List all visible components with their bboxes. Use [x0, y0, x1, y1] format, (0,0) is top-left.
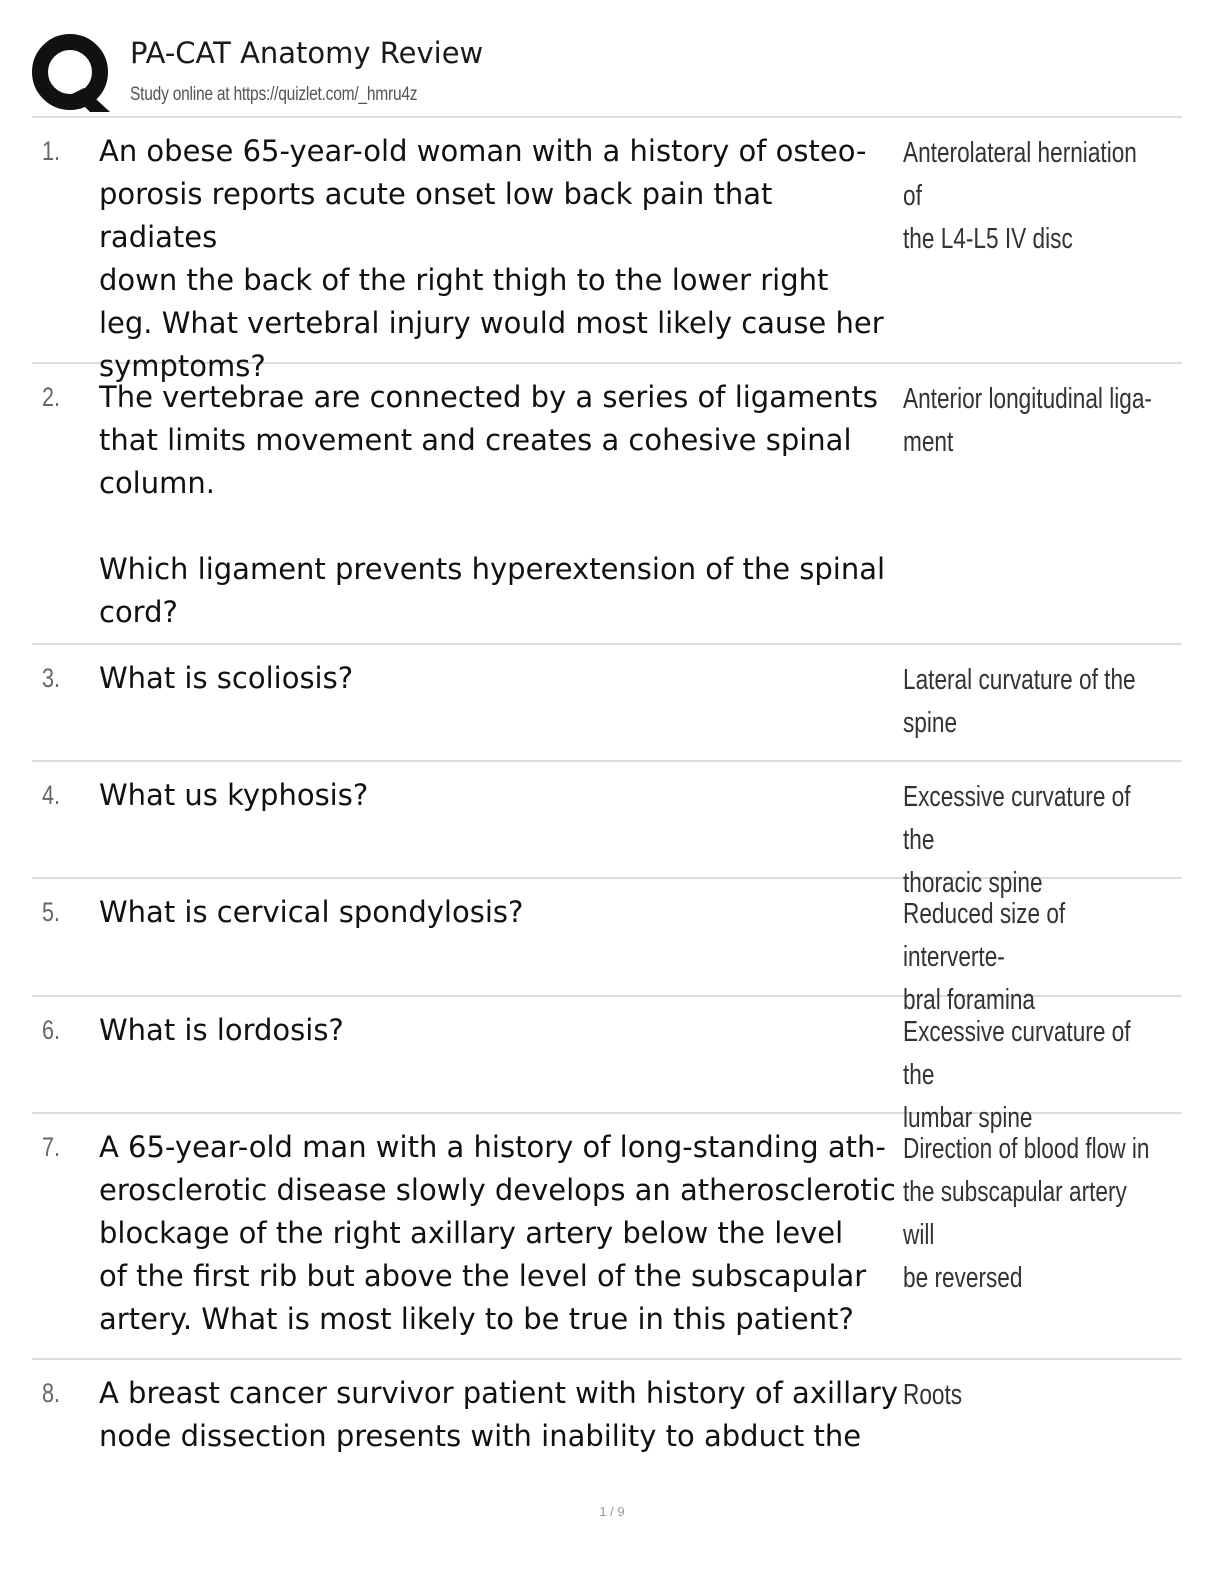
quizlet-logo-icon	[32, 34, 112, 114]
card-definition: Roots	[903, 1379, 963, 1411]
card-definition: Direction of blood flow in the subscapular artery will be reversed	[903, 1133, 1150, 1294]
card-term: A 65-year-old man with a history of long-standing ath- erosclerotic disease slowly develops an atherosclerotic blockage of the right axillary artery below the level of the first rib but above the level of the subscapular artery. What is most likely to be true in this patient?	[99, 1130, 896, 1336]
flashcard	[32, 762, 1182, 899]
card-definition: Reduced size of interverte- bral foramina	[903, 898, 1066, 1016]
card-term: A breast cancer survivor patient with history of axillary node dissection presents with inability to abduct the	[99, 1376, 899, 1453]
card-number: 2.	[42, 382, 61, 412]
page-number: 1 / 9	[599, 1504, 625, 1519]
card-number: 7.	[42, 1132, 61, 1162]
flashcard	[32, 364, 1182, 645]
card-number: 4.	[42, 780, 61, 810]
card-number: 6.	[42, 1015, 61, 1045]
card-term: What us kyphosis?	[99, 778, 369, 812]
card-number: 5.	[42, 897, 61, 927]
card-term: The vertebrae are connected by a series of ligaments that limits movement and creates a cohesive spinal column. Which ligament prevents hyperextension of the spinal cord?	[99, 380, 886, 629]
flashcard	[32, 879, 1182, 1016]
card-number: 8.	[42, 1378, 61, 1408]
card-term: What is cervical spondylosis?	[99, 895, 524, 929]
page-title: PA-CAT Anatomy Review	[130, 36, 484, 70]
card-definition: Excessive curvature of the lumbar spine	[903, 1016, 1131, 1134]
flashcard	[32, 1114, 1182, 1360]
flashcard-list	[32, 118, 1182, 1480]
card-definition: Excessive curvature of the thoracic spine	[903, 781, 1131, 899]
card-number: 1.	[42, 136, 61, 166]
flashcard	[32, 118, 1182, 383]
study-online-link[interactable]: Study online at https://quizlet.com/_hmru4z	[130, 84, 418, 105]
page-header	[30, 30, 1182, 116]
flashcard	[32, 645, 1182, 762]
card-definition: Anterior longitudinal liga- ment	[903, 383, 1152, 458]
card-term: What is scoliosis?	[99, 661, 354, 695]
card-definition: Anterolateral herniation of the L4-L5 IV disc	[903, 137, 1137, 255]
card-term: An obese 65-year-old woman with a history of osteo- porosis reports acute onset low back pain that radiates down the back of the right thigh to the lower right leg. What vertebral injury would most likely cause her symptoms?	[99, 134, 884, 383]
flashcard	[32, 1360, 1182, 1480]
card-number: 3.	[42, 663, 61, 693]
card-definition: Lateral curvature of the spine	[903, 664, 1136, 739]
card-term: What is lordosis?	[99, 1013, 344, 1047]
flashcard	[32, 997, 1182, 1134]
